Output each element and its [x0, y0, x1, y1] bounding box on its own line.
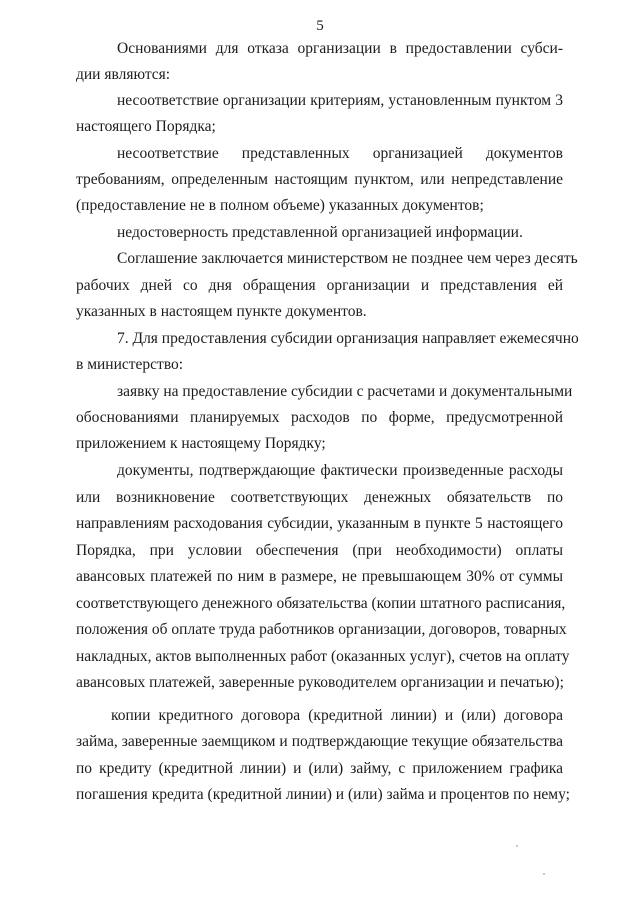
text-line: положения об оплате труда работников организации, договоров, товарных	[76, 621, 567, 638]
text-line: Соглашение заключается министерством не позднее чем через десять	[117, 250, 578, 267]
text-line: заявку на предоставление субсидии с расчетами и документальными	[117, 383, 573, 400]
text-line: по кредиту (кредитной линии) и (или) займу, с приложением графика	[76, 760, 563, 777]
text-line: Основаниями для отказа организации в предоставлении субси-	[117, 40, 563, 57]
text-line: или возникновение соответствующих денежных обязательств по	[76, 489, 563, 506]
text-line: указанных в настоящем пункте документов.	[76, 303, 367, 320]
text-line: Порядка, при условии обеспечения (при необходимости) оплаты	[76, 542, 563, 559]
text-line: 7. Для предоставления субсидии организация направляет ежемесячно	[117, 330, 579, 347]
text-line: приложением к настоящему Порядку;	[76, 435, 326, 452]
text-line: дии являются:	[76, 66, 171, 83]
text-line: займа, заверенные заемщиком и подтверждающие текущие обязательства	[76, 733, 563, 750]
text-line: недостоверность представленной организацией информации.	[117, 224, 523, 241]
text-line: направлениям расходования субсидии, указанным в пункте 5 настоящего	[76, 515, 563, 532]
text-line: документы, подтверждающие фактически произведенные расходы	[117, 462, 563, 479]
text-line: рабочих дней со дня обращения организации и представления ей	[76, 277, 563, 294]
text-line: копии кредитного договора (кредитной линии) и (или) договора	[111, 707, 563, 724]
scan-artifact	[543, 873, 545, 875]
scan-artifact	[516, 845, 518, 847]
text-line: (предоставление не в полном объеме) указанных документов;	[76, 197, 484, 214]
text-line: погашения кредита (кредитной линии) и (или) займа и процентов по нему;	[76, 786, 570, 803]
text-line: настоящего Порядка;	[76, 118, 216, 135]
text-line: авансовых платежей по ним в размере, не превышающем 30% от суммы	[76, 568, 563, 585]
text-line: требованиям, определенным настоящим пунктом, или непредставление	[76, 171, 563, 188]
text-line: в министерство:	[76, 356, 184, 373]
text-line: несоответствие представленных организацией документов	[117, 145, 563, 162]
text-line: обоснованиями планируемых расходов по форме, предусмотренной	[76, 409, 563, 426]
page-number: 5	[316, 18, 324, 34]
text-line: авансовых платежей, заверенные руководителем организации и печатью);	[76, 674, 564, 691]
text-line: несоответствие организации критериям, установленным пунктом 3	[117, 92, 563, 109]
text-line: соответствующего денежного обязательства (копии штатного расписания,	[76, 595, 566, 612]
text-line: накладных, актов выполненных работ (оказанных услуг), счетов на оплату	[76, 648, 570, 665]
